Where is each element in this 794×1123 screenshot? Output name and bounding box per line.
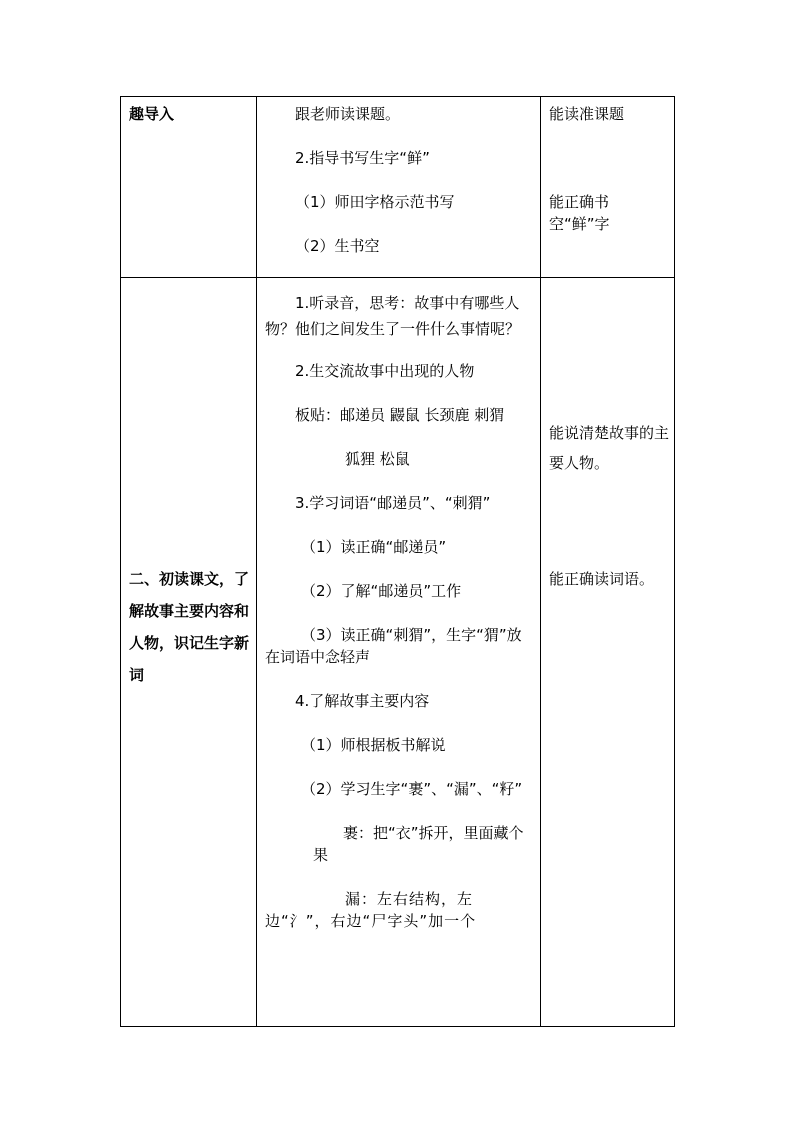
- process-line: （2）学习生字“裹”、“漏”、“籽”: [301, 780, 523, 798]
- stage-title: 二、初读课文，了解故事主要内容和人物，识记生字新词: [129, 570, 250, 684]
- process-line: （1）师田字格示范书写: [295, 193, 455, 211]
- process-cell: [257, 97, 541, 278]
- lesson-plan-table: [120, 96, 675, 1027]
- process-line: 狐狸 松鼠: [345, 450, 410, 468]
- process-line: 3.学习词语“邮递员”、“刺猬”: [295, 494, 491, 512]
- goal-cell: [541, 97, 675, 278]
- goal-text: 能读准课题: [549, 105, 625, 123]
- goal-text: 能正确读词语。: [549, 570, 655, 588]
- process-line: 跟老师读课题。: [295, 105, 401, 123]
- goal-text: 能正确书空“鲜”字: [549, 193, 610, 233]
- table-row: [121, 97, 675, 278]
- process-line: 4.了解故事主要内容: [295, 692, 430, 710]
- process-line: 板贴：邮递员 鼹鼠 长颈鹿 刺猬: [295, 406, 505, 424]
- process-line: （1）师根据板书解说: [301, 736, 446, 754]
- process-line: （3）读正确“刺猬”，生字“猬”放在词语中念轻声: [265, 626, 522, 666]
- process-line: （2）了解“邮递员”工作: [301, 582, 462, 600]
- process-line: （2）生书空: [295, 237, 380, 255]
- process-line: （1）读正确“邮递员”: [301, 538, 447, 556]
- process-line: 2.指导书写生字“鲜”: [295, 149, 430, 167]
- process-cell: [257, 278, 541, 1027]
- stage-cell: [121, 97, 257, 278]
- process-line: 裹：把“衣”拆开，里面藏个果: [313, 824, 524, 864]
- goal-cell: [541, 278, 675, 1027]
- stage-cell: [121, 278, 257, 1027]
- stage-title: 趣导入: [129, 105, 175, 123]
- process-line: 1.听录音，思考：故事中有哪些人物？他们之间发生了一件什么事情呢？: [265, 294, 521, 338]
- process-line: 漏：左右结构，左边“氵”，右边“尸字头”加一个: [265, 890, 477, 930]
- table-row: [121, 278, 675, 1027]
- goal-text: 能说清楚故事的主要人物。: [549, 424, 670, 472]
- process-line: 2.生交流故事中出现的人物: [295, 362, 475, 380]
